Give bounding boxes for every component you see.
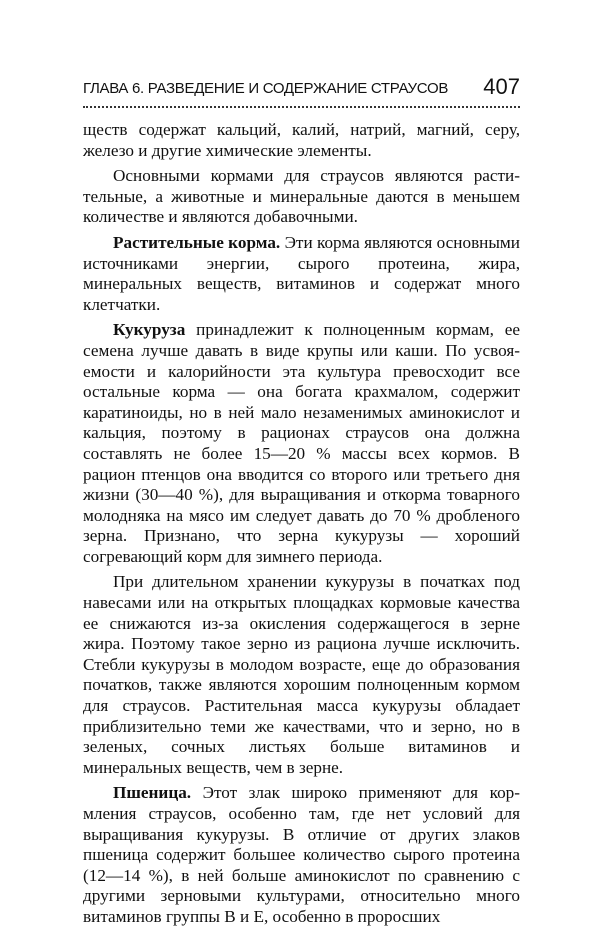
paragraph-text: Эти корма являются основными источниками энергии, сырого протеина, жира, минеральных веществ, витаминов и содержат много клетчатки. — [83, 232, 521, 314]
term-plant-feeds: Растительные корма. — [113, 232, 281, 252]
paragraph-continuation — [83, 120, 520, 161]
header-rule — [83, 106, 520, 108]
paragraph-text: Этот злак широко применяют для кормления страусов, особенно там, где нет условий для выращивания кукурузы. В отличие от других злаков пшеница содержит большее количество сырого протеина (12—14 %), в ней больше аминокислот по сравнению с другими зерновыми культурами, относительно много витаминов группы В и Е, особенно в проросших — [83, 783, 520, 926]
running-header — [83, 74, 520, 104]
paragraph-text: ществ содержат кальций, калий, натрий, магний, серу, железо и другие химические элементы. — [83, 120, 520, 160]
chapter-title: ГЛАВА 6. РАЗВЕДЕНИЕ И СОДЕРЖАНИЕ СТРАУСОВ — [83, 80, 449, 97]
paragraph-corn — [83, 320, 520, 567]
paragraph-plant-feeds — [83, 233, 520, 315]
term-corn: Кукуруза — [113, 320, 186, 340]
paragraph-text: Основными кормами для страусов являются растительные, а животные и минеральные даются в меньшем количестве и являются добавочными. — [83, 166, 520, 227]
paragraph-text: При длительном хранении кукурузы в початках под навесами или на открытых площадках кормовые качества ее снижаются из-за окисления содержащегося в зерне жира. Поэтому такое зерно из рациона лучше исключить. Стебли кукурузы в молодом возрасте, еще до образования початков, также являются хорошим полноценным кормом для страусов. Растительная масса кукурузы обладает приблизительно теми же качествами, что и зерно, но в зеленых, сочных листьях больше витаминов и минеральных веществ, чем в зерне. — [83, 572, 520, 777]
paragraph-feeds-overview — [83, 166, 520, 228]
paragraph-corn-storage — [83, 572, 520, 778]
term-wheat: Пшеница. — [113, 783, 192, 803]
paragraph-wheat — [83, 783, 520, 927]
body-text — [83, 120, 520, 933]
page-number: 407 — [483, 74, 520, 99]
paragraph-text: принадлежит к полноценным кормам, ее семена лучше давать в виде крупы или каши. По усвояемости и калорийности эта культура превосходит все остальные корма — она богата крахмалом, содержит каратиноиды, но в ней мало незаменимых аминокислот и кальция, поэтому в рационах страусов она должна составлять не более 15—20 % массы всех кормов. В рацион птенцов она вводится со второго или третьего дня жизни (30—40 %), для выращивания и откорма товарного молодняка на мясо им следует давать до 70 % дробленого зерна. Признано, что зерна кукурузы — хороший согревающий корм для зимнего периода. — [83, 320, 520, 566]
